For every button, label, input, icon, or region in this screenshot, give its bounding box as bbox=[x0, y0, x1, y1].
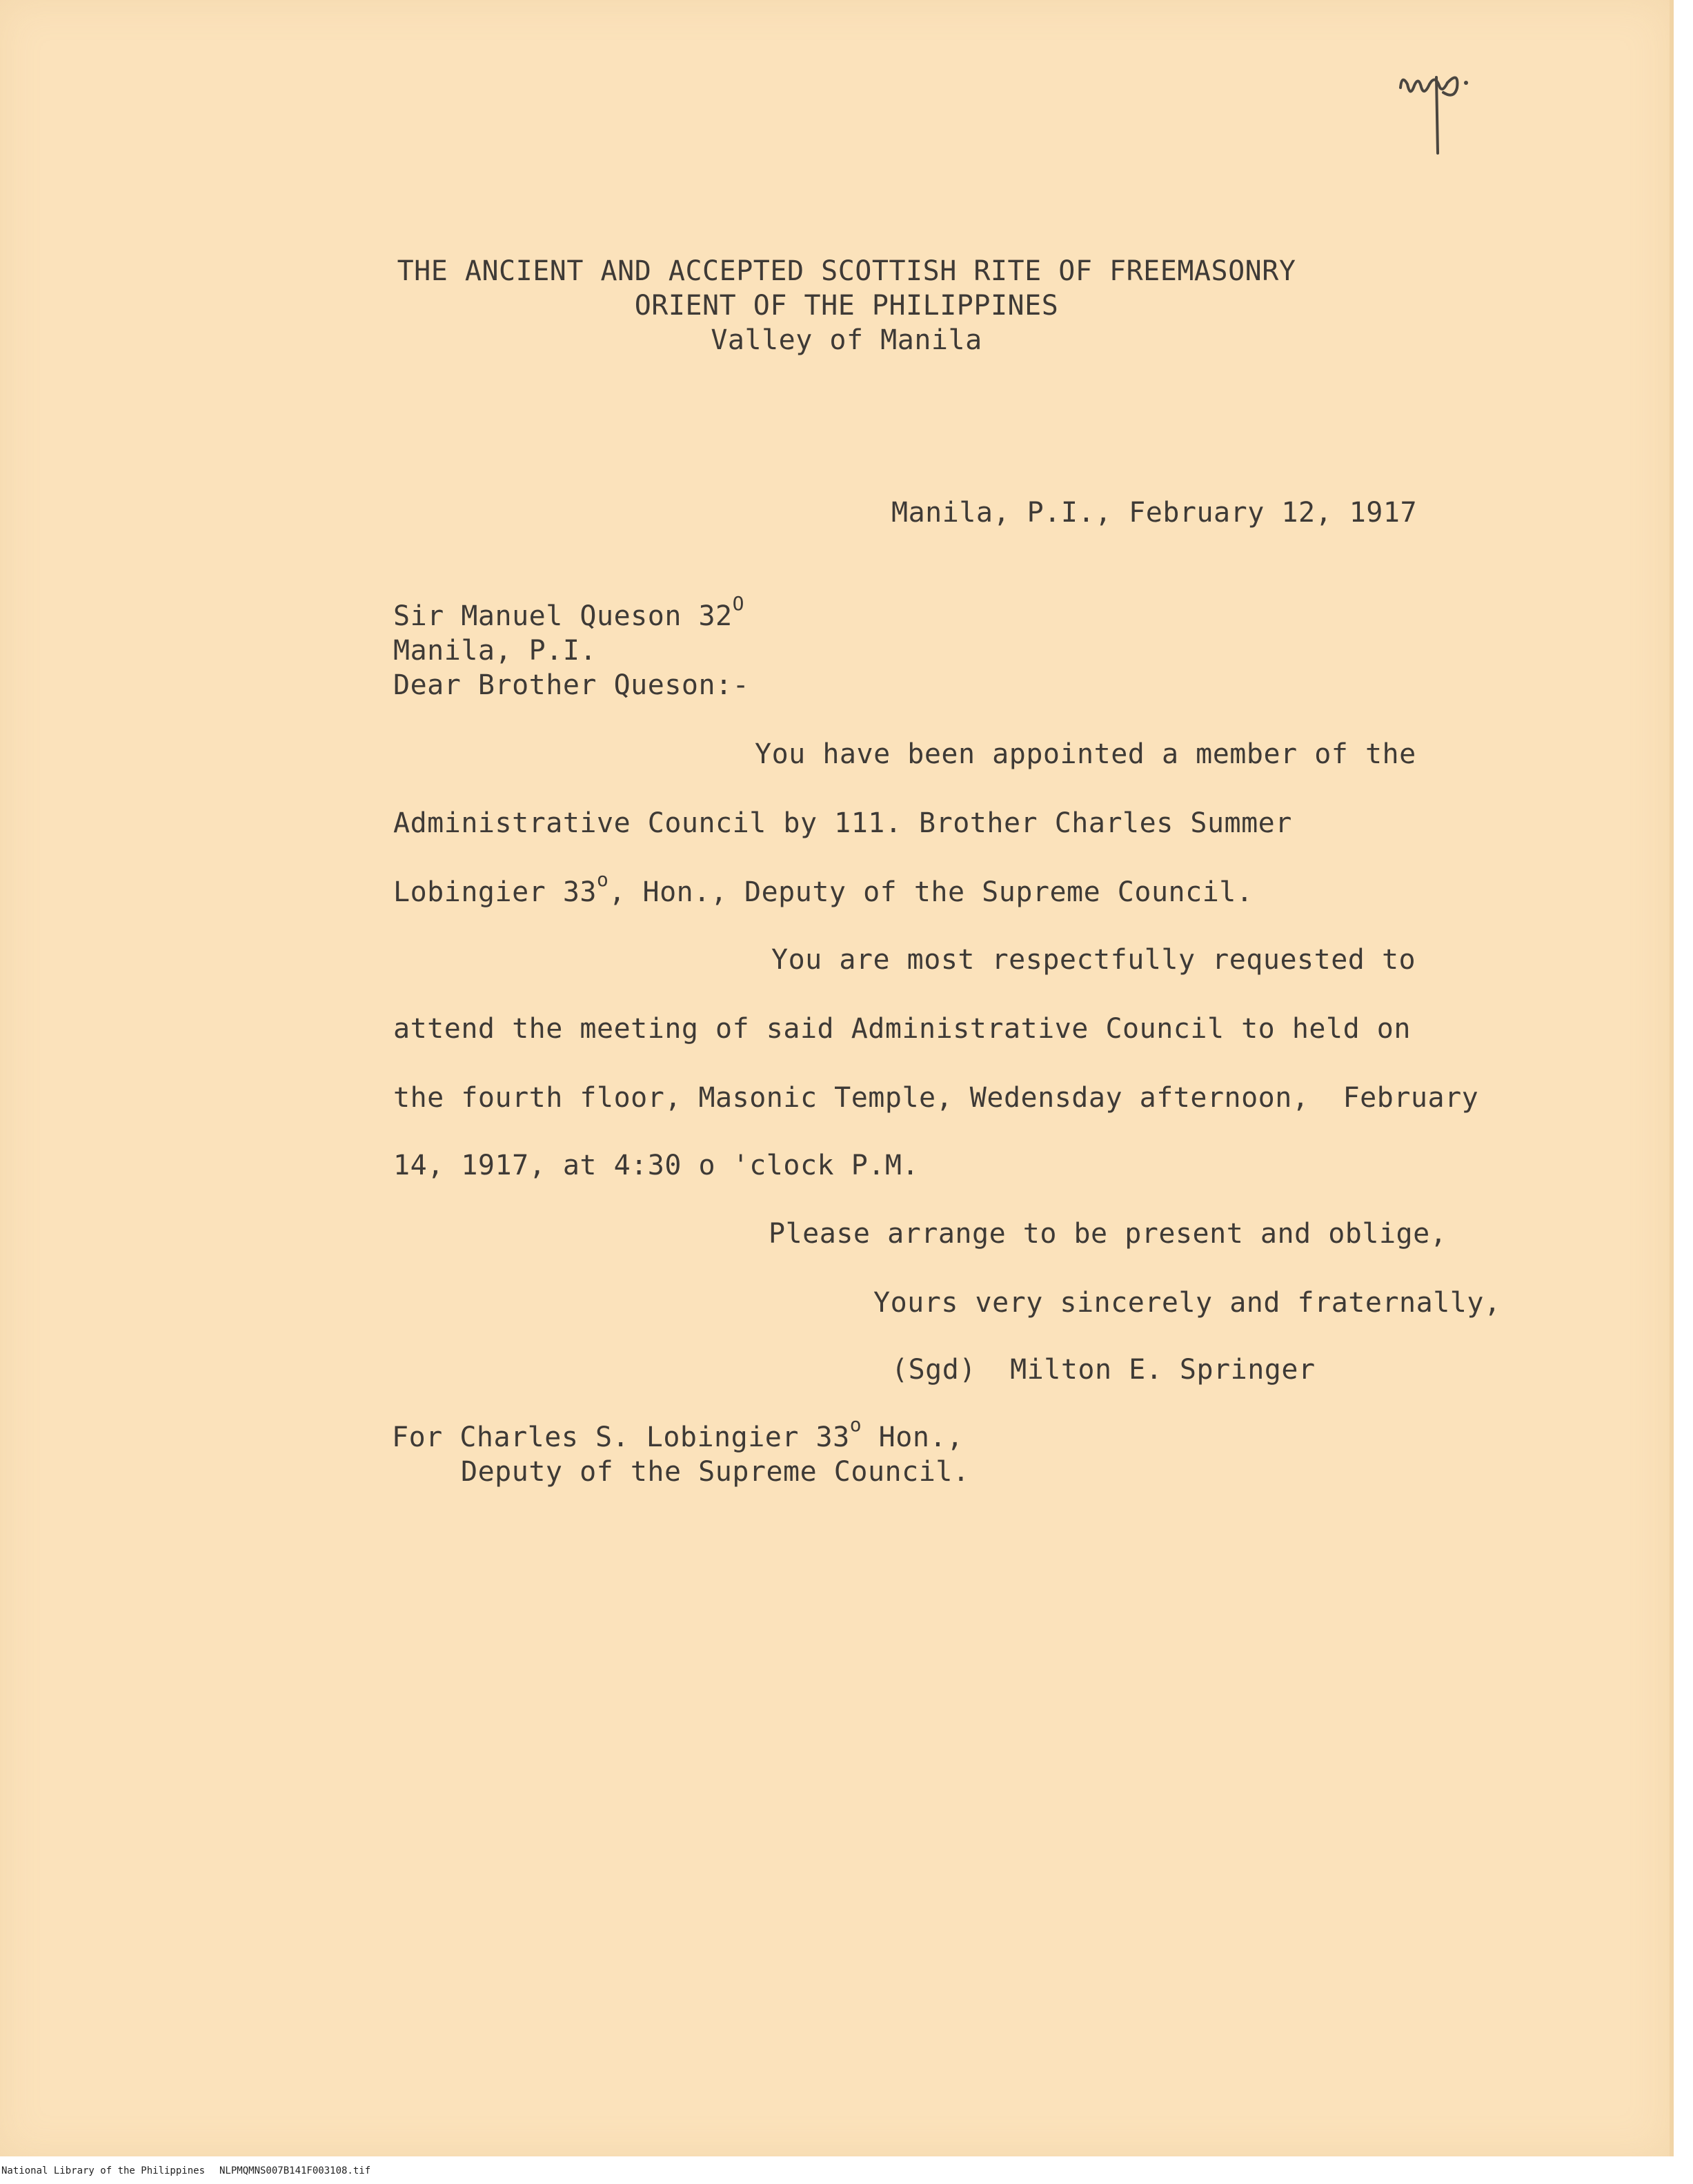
for-block-line1-end: Hon., bbox=[862, 1421, 964, 1453]
heading-line-2: ORIENT OF THE PHILIPPINES bbox=[634, 290, 1059, 322]
body-p1-line3 bbox=[393, 868, 1254, 909]
signature-line: (Sgd) Milton E. Springer bbox=[891, 1354, 1316, 1386]
handwritten-annotation bbox=[1394, 50, 1511, 167]
body-p1-line3-end: , Hon., Deputy of the Supreme Council. bbox=[608, 876, 1254, 908]
body-p3-line1: Please arrange to be present and oblige, bbox=[769, 1218, 1447, 1250]
for-block-degree-mark: o bbox=[849, 1413, 862, 1436]
addressee-name-text: Sir Manuel Queson 32 bbox=[393, 600, 733, 632]
body-p1-line2: Administrative Council by 111. Brother Charles Summer bbox=[393, 807, 1292, 839]
footer-filename: NLPMQMNS007B141F003108.tif bbox=[219, 2165, 371, 2176]
body-p2-line1: You are most respectfully requested to bbox=[771, 944, 1416, 976]
for-block-line1 bbox=[392, 1413, 964, 1455]
heading-line-3: Valley of Manila bbox=[711, 324, 982, 356]
complimentary-close: Yours very sincerely and fraternally, bbox=[873, 1287, 1501, 1319]
body-p2-line2: attend the meeting of said Administrative Council to held on bbox=[393, 1013, 1411, 1045]
addressee-city: Manila, P.I. bbox=[393, 635, 597, 667]
for-block-line1-start: For Charles S. Lobingier 33 bbox=[392, 1421, 850, 1453]
footer-library: National Library of the Philippines bbox=[1, 2165, 206, 2176]
salutation: Dear Brother Queson:- bbox=[393, 669, 750, 701]
body-p2-line3: the fourth floor, Masonic Temple, Wedensday afternoon, February bbox=[393, 1082, 1479, 1114]
heading-line-1: THE ANCIENT AND ACCEPTED SCOTTISH RITE OF FREEMASONRY bbox=[397, 255, 1296, 287]
addressee-name bbox=[393, 592, 744, 633]
body-p1-line1: You have been appointed a member of the bbox=[755, 738, 1416, 770]
body-p1-line3-start: Lobingier 33 bbox=[393, 876, 597, 908]
addressee-degree-mark: O bbox=[732, 592, 744, 615]
date-line: Manila, P.I., February 12, 1917 bbox=[891, 497, 1418, 529]
body-p2-line4: 14, 1917, at 4:30 o 'clock P.M. bbox=[393, 1150, 920, 1181]
for-block-line2: Deputy of the Supreme Council. bbox=[461, 1456, 970, 1488]
body-p1-degree-mark: o bbox=[596, 868, 609, 891]
